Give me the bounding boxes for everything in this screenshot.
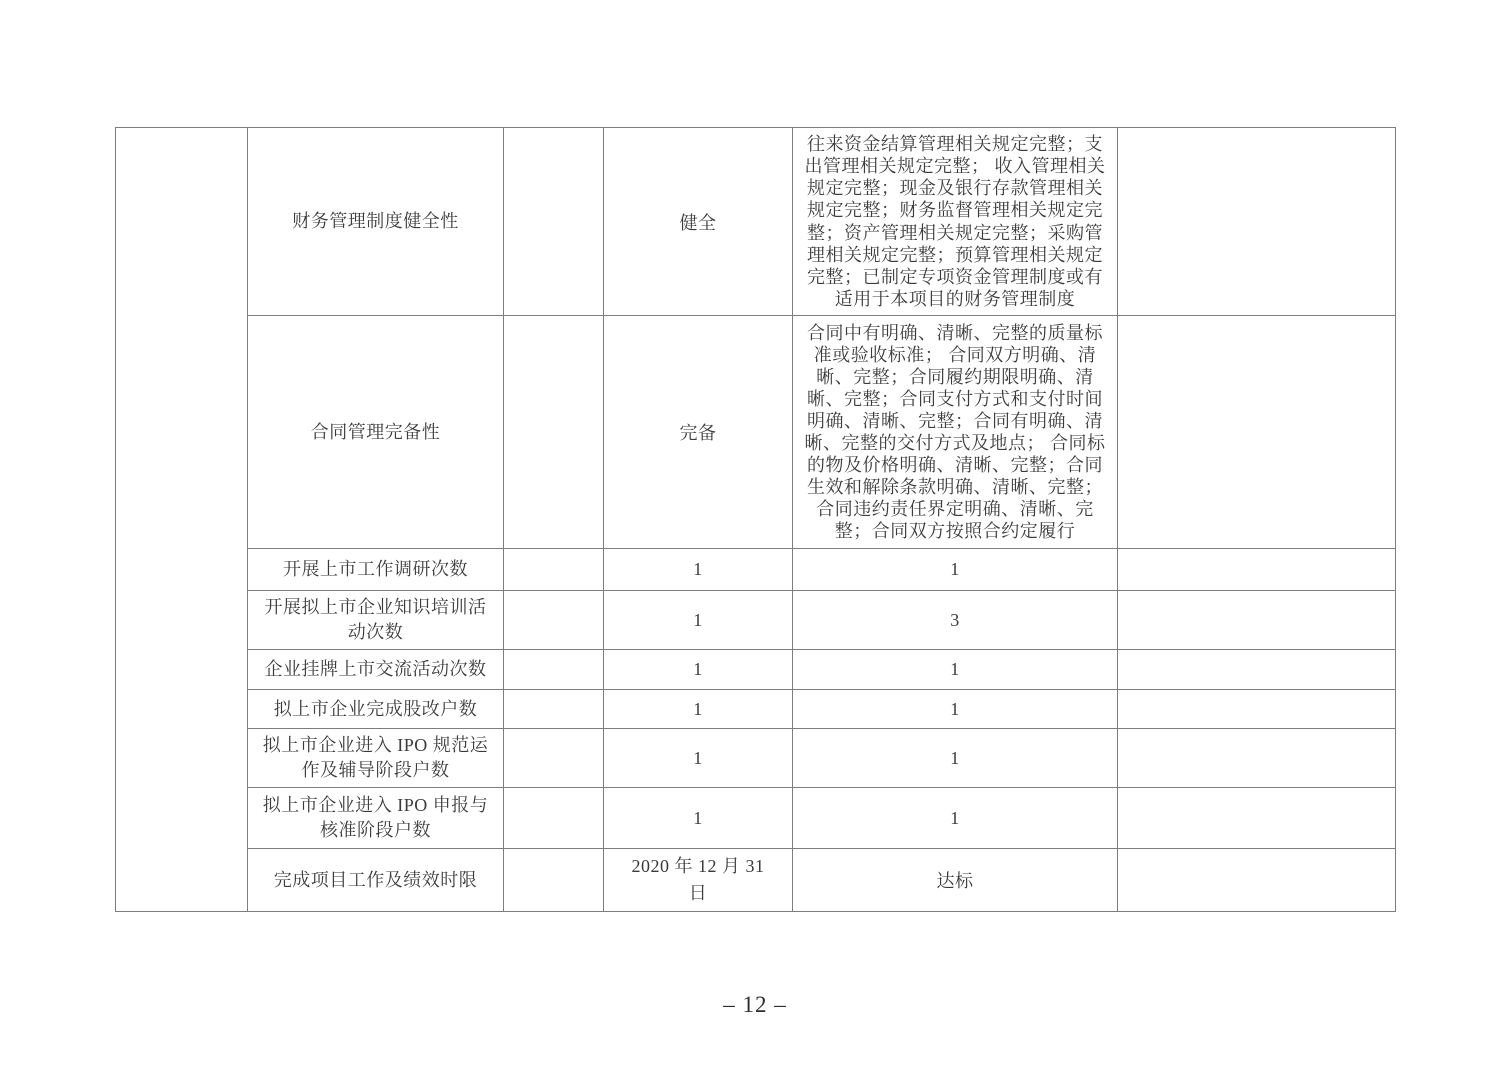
blank-cell bbox=[504, 650, 604, 690]
target-value-cell: 1 bbox=[604, 650, 793, 690]
deadline-date: 2020 年 12 月 31 日 bbox=[631, 856, 765, 903]
actual-value-cell: 合同中有明确、清晰、完整的质量标准或验收标准； 合同双方明确、清晰、完整；合同履约期限明确、清晰、完整；合同支付方式和支付时间明确、清晰、完整；合同有明确、清晰、完整的交付方式及地点； 合同标的物及价格明确、清晰、完整；合同生效和解除条款明确、清晰、完整； 合同违约责任界定明确、清晰、完整；合同双方按照合约定履行 bbox=[793, 316, 1118, 549]
actual-value-cell: 1 bbox=[793, 729, 1118, 788]
indicator-name-cell: 开展上市工作调研次数 bbox=[248, 549, 504, 591]
target-value-cell: 1 bbox=[604, 549, 793, 591]
target-value-cell bbox=[604, 849, 793, 912]
actual-value-cell: 达标 bbox=[793, 849, 1118, 912]
actual-value-cell: 3 bbox=[793, 591, 1118, 650]
remark-cell bbox=[1118, 650, 1396, 690]
remark-cell bbox=[1118, 690, 1396, 729]
table-row bbox=[116, 591, 1396, 650]
remark-cell bbox=[1118, 549, 1396, 591]
indicator-name-cell: 企业挂牌上市交流活动次数 bbox=[248, 650, 504, 690]
remark-cell bbox=[1118, 316, 1396, 549]
blank-cell bbox=[504, 591, 604, 650]
target-value-cell: 完备 bbox=[604, 316, 793, 549]
remark-cell bbox=[1118, 788, 1396, 849]
remark-cell bbox=[1118, 128, 1396, 316]
blank-cell bbox=[504, 128, 604, 316]
table-row bbox=[116, 690, 1396, 729]
indicator-name-cell: 合同管理完备性 bbox=[248, 316, 504, 549]
table-row bbox=[116, 549, 1396, 591]
target-value-cell: 1 bbox=[604, 591, 793, 650]
blank-cell bbox=[504, 849, 604, 912]
target-value-cell: 1 bbox=[604, 788, 793, 849]
indicator-name-cell: 财务管理制度健全性 bbox=[248, 128, 504, 316]
remark-cell bbox=[1118, 849, 1396, 912]
blank-cell bbox=[504, 316, 604, 549]
indicator-name-cell: 完成项目工作及绩效时限 bbox=[248, 849, 504, 912]
actual-value-cell: 往来资金结算管理相关规定完整；支出管理相关规定完整； 收入管理相关规定完整；现金及银行存款管理相关规定完整；财务监督管理相关规定完整；资产管理相关规定完整；采购管理相关规定完整；预算管理相关规定完整；已制定专项资金管理制度或有适用于本项目的财务管理制度 bbox=[793, 128, 1118, 316]
blank-cell bbox=[504, 788, 604, 849]
target-value-cell: 1 bbox=[604, 729, 793, 788]
indicator-name-cell: 开展拟上市企业知识培训活动次数 bbox=[248, 591, 504, 650]
remark-cell bbox=[1118, 591, 1396, 650]
indicator-name-cell: 拟上市企业进入 IPO 申报与核准阶段户数 bbox=[248, 788, 504, 849]
indicator-name-cell: 拟上市企业进入 IPO 规范运作及辅导阶段户数 bbox=[248, 729, 504, 788]
target-value-cell: 1 bbox=[604, 690, 793, 729]
table-row bbox=[116, 849, 1396, 912]
table-row bbox=[116, 128, 1396, 316]
blank-cell bbox=[504, 549, 604, 591]
table-row bbox=[116, 729, 1396, 788]
actual-value-cell: 1 bbox=[793, 549, 1118, 591]
indicator-name-cell: 拟上市企业完成股改户数 bbox=[248, 690, 504, 729]
category-cell bbox=[116, 128, 248, 912]
actual-value-cell: 1 bbox=[793, 788, 1118, 849]
target-value-cell: 健全 bbox=[604, 128, 793, 316]
actual-value-cell: 1 bbox=[793, 690, 1118, 729]
actual-value-cell: 1 bbox=[793, 650, 1118, 690]
table-row bbox=[116, 650, 1396, 690]
blank-cell bbox=[504, 690, 604, 729]
performance-indicator-table bbox=[115, 127, 1396, 912]
table-row bbox=[116, 788, 1396, 849]
table-row bbox=[116, 316, 1396, 549]
page-number: – 12 – bbox=[723, 992, 787, 1017]
remark-cell bbox=[1118, 729, 1396, 788]
blank-cell bbox=[504, 729, 604, 788]
